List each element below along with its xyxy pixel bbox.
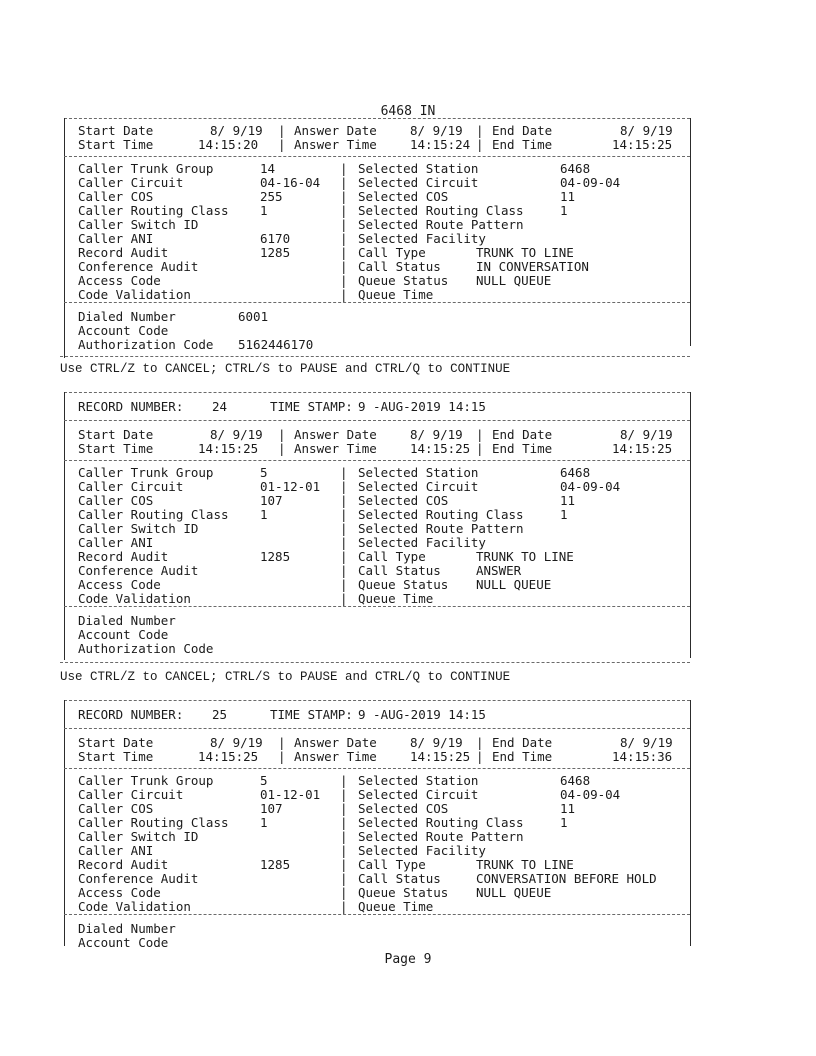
column-separator: | — [340, 189, 348, 204]
start-time-label: Start Time — [78, 749, 154, 764]
record-audit-label: Record Audit — [78, 549, 169, 564]
record-left-border — [64, 392, 65, 660]
caller-cos-label: Caller COS — [78, 801, 154, 816]
record-number-label: RECORD NUMBER: — [78, 707, 184, 722]
answer-time-value: 14:15:25 — [410, 441, 471, 456]
start-date-label: Start Date — [78, 123, 154, 138]
selected-circuit-value: 04-09-04 — [560, 787, 621, 802]
conference-audit-label: Conference Audit — [78, 259, 199, 274]
caller-routing-class-value: 1 — [260, 507, 268, 522]
page-header-title: 6468 IN — [380, 104, 436, 119]
column-separator: | — [340, 829, 348, 844]
control-hint-2: Use CTRL/Z to CANCEL; CTRL/S to PAUSE and CTRL/Q to CONTINUE — [60, 670, 511, 684]
caller-circuit-label: Caller Circuit — [78, 175, 184, 190]
access-code-label: Access Code — [78, 885, 161, 900]
start-date-value: 8/ 9/19 — [210, 123, 263, 138]
column-separator: | — [340, 563, 348, 578]
conference-audit-label: Conference Audit — [78, 871, 199, 886]
answer-date-value: 8/ 9/19 — [410, 427, 463, 442]
selected-routing-class-value: 1 — [560, 815, 568, 830]
caller-cos-label: Caller COS — [78, 493, 154, 508]
caller-trunk-group-label: Caller Trunk Group — [78, 161, 214, 176]
record-right-border — [690, 700, 691, 946]
caller-circuit-label: Caller Circuit — [78, 479, 184, 494]
column-separator: | — [340, 857, 348, 872]
answer-date-label: Answer Date — [294, 427, 377, 442]
caller-circuit-label: Caller Circuit — [78, 787, 184, 802]
end-date-value: 8/ 9/19 — [620, 427, 673, 442]
queue-time-label: Queue Time — [358, 899, 434, 914]
column-separator: | — [340, 259, 348, 274]
selected-circuit-label: Selected Circuit — [358, 479, 479, 494]
selected-facility-label: Selected Facility — [358, 231, 486, 246]
end-date-label: End Date — [492, 427, 553, 442]
column-separator: | — [340, 245, 348, 260]
code-validation-label: Code Validation — [78, 287, 191, 302]
access-code-label: Access Code — [78, 577, 161, 592]
account-code-label: Account Code — [78, 935, 169, 950]
caller-trunk-group-label: Caller Trunk Group — [78, 465, 214, 480]
caller-switch-id-label: Caller Switch ID — [78, 521, 199, 536]
caller-trunk-group-value: 5 — [260, 465, 268, 480]
column-separator: | — [340, 899, 348, 914]
selected-station-label: Selected Station — [358, 465, 479, 480]
caller-ani-label: Caller ANI — [78, 535, 154, 550]
column-separator: | — [278, 123, 286, 138]
column-separator: | — [340, 591, 348, 606]
selected-routing-class-value: 1 — [560, 203, 568, 218]
caller-cos-label: Caller COS — [78, 189, 154, 204]
end-time-value: 14:15:25 — [612, 441, 673, 456]
selected-cos-label: Selected COS — [358, 189, 449, 204]
dashed-rule — [64, 118, 690, 119]
selected-cos-value: 11 — [560, 189, 576, 204]
column-separator: | — [476, 735, 484, 750]
call-type-label: Call Type — [358, 245, 426, 260]
selected-routing-class-label: Selected Routing Class — [358, 507, 524, 522]
caller-switch-id-label: Caller Switch ID — [78, 829, 199, 844]
selected-routing-class-label: Selected Routing Class — [358, 203, 524, 218]
selected-station-value: 6468 — [560, 161, 591, 176]
queue-status-label: Queue Status — [358, 273, 449, 288]
selected-route-pattern-label: Selected Route Pattern — [358, 829, 524, 844]
column-separator: | — [340, 549, 348, 564]
call-status-value: ANSWER — [476, 563, 522, 578]
column-separator: | — [278, 735, 286, 750]
end-date-label: End Date — [492, 123, 553, 138]
queue-status-value: NULL QUEUE — [476, 885, 552, 900]
selected-routing-class-value: 1 — [560, 507, 568, 522]
column-separator: | — [476, 441, 484, 456]
dashed-rule — [60, 662, 690, 663]
record-number-value: 24 — [212, 399, 228, 414]
queue-time-label: Queue Time — [358, 591, 434, 606]
caller-circuit-value: 01-12-01 — [260, 787, 321, 802]
column-separator: | — [278, 441, 286, 456]
record-left-border — [64, 700, 65, 946]
answer-date-value: 8/ 9/19 — [410, 123, 463, 138]
code-validation-label: Code Validation — [78, 591, 191, 606]
record-right-border — [690, 392, 691, 658]
end-time-value: 14:15:25 — [612, 137, 673, 152]
start-time-label: Start Time — [78, 441, 154, 456]
column-separator: | — [340, 521, 348, 536]
end-time-label: End Time — [492, 441, 553, 456]
end-time-value: 14:15:36 — [612, 749, 673, 764]
dashed-rule — [64, 156, 690, 157]
column-separator: | — [340, 535, 348, 550]
caller-switch-id-label: Caller Switch ID — [78, 217, 199, 232]
account-code-label: Account Code — [78, 323, 169, 338]
queue-status-value: NULL QUEUE — [476, 577, 552, 592]
column-separator: | — [340, 507, 348, 522]
call-record-24 — [64, 392, 690, 660]
answer-time-label: Answer Time — [294, 441, 377, 456]
call-type-label: Call Type — [358, 549, 426, 564]
dashed-rule — [64, 768, 690, 769]
access-code-label: Access Code — [78, 273, 161, 288]
answer-date-value: 8/ 9/19 — [410, 735, 463, 750]
account-code-label: Account Code — [78, 627, 169, 642]
call-status-label: Call Status — [358, 259, 441, 274]
call-status-value: IN CONVERSATION — [476, 259, 589, 274]
call-status-label: Call Status — [358, 563, 441, 578]
dashed-rule — [64, 914, 690, 915]
dashed-rule — [64, 606, 690, 607]
call-status-label: Call Status — [358, 871, 441, 886]
start-time-label: Start Time — [78, 137, 154, 152]
column-separator: | — [476, 427, 484, 442]
selected-cos-value: 11 — [560, 493, 576, 508]
queue-status-label: Queue Status — [358, 577, 449, 592]
record-left-border — [64, 118, 65, 358]
column-separator: | — [340, 479, 348, 494]
call-record-25 — [64, 700, 690, 950]
caller-ani-value: 6170 — [260, 231, 291, 246]
authorization-code-label: Authorization Code — [78, 641, 214, 656]
end-date-value: 8/ 9/19 — [620, 735, 673, 750]
caller-circuit-value: 04-16-04 — [260, 175, 321, 190]
control-hint-1: Use CTRL/Z to CANCEL; CTRL/S to PAUSE and CTRL/Q to CONTINUE — [60, 362, 511, 376]
dashed-rule — [64, 700, 690, 701]
selected-facility-label: Selected Facility — [358, 535, 486, 550]
time-stamp-value: 9 -AUG-2019 14:15 — [358, 707, 486, 722]
caller-routing-class-label: Caller Routing Class — [78, 815, 229, 830]
answer-time-label: Answer Time — [294, 137, 377, 152]
column-separator: | — [340, 885, 348, 900]
selected-routing-class-label: Selected Routing Class — [358, 815, 524, 830]
page-number: Page 9 — [384, 952, 432, 967]
record-audit-label: Record Audit — [78, 857, 169, 872]
selected-cos-label: Selected COS — [358, 801, 449, 816]
queue-status-label: Queue Status — [358, 885, 449, 900]
column-separator: | — [340, 231, 348, 246]
answer-date-label: Answer Date — [294, 735, 377, 750]
selected-cos-label: Selected COS — [358, 493, 449, 508]
column-separator: | — [340, 787, 348, 802]
end-time-label: End Time — [492, 137, 553, 152]
column-separator: | — [340, 161, 348, 176]
selected-cos-value: 11 — [560, 801, 576, 816]
caller-trunk-group-value: 14 — [260, 161, 276, 176]
answer-date-label: Answer Date — [294, 123, 377, 138]
call-type-value: TRUNK TO LINE — [476, 549, 574, 564]
caller-routing-class-value: 1 — [260, 815, 268, 830]
caller-ani-label: Caller ANI — [78, 231, 154, 246]
column-separator: | — [340, 577, 348, 592]
column-separator: | — [278, 137, 286, 152]
caller-trunk-group-label: Caller Trunk Group — [78, 773, 214, 788]
caller-routing-class-label: Caller Routing Class — [78, 203, 229, 218]
answer-time-value: 14:15:24 — [410, 137, 471, 152]
caller-cos-value: 255 — [260, 189, 283, 204]
start-date-value: 8/ 9/19 — [210, 427, 263, 442]
call-record-1 — [64, 118, 690, 358]
dashed-rule — [64, 728, 690, 729]
call-status-value: CONVERSATION BEFORE HOLD — [476, 871, 657, 886]
end-time-label: End Time — [492, 749, 553, 764]
authorization-code-label: Authorization Code — [78, 337, 214, 352]
dashed-rule — [64, 420, 690, 421]
record-number-label: RECORD NUMBER: — [78, 399, 184, 414]
record-right-border — [690, 118, 691, 346]
caller-cos-value: 107 — [260, 493, 283, 508]
column-separator: | — [340, 287, 348, 302]
column-separator: | — [340, 843, 348, 858]
record-audit-value: 1285 — [260, 857, 291, 872]
selected-route-pattern-label: Selected Route Pattern — [358, 217, 524, 232]
selected-facility-label: Selected Facility — [358, 843, 486, 858]
dialed-number-label: Dialed Number — [78, 309, 176, 324]
code-validation-label: Code Validation — [78, 899, 191, 914]
start-date-label: Start Date — [78, 735, 154, 750]
caller-circuit-value: 01-12-01 — [260, 479, 321, 494]
queue-status-value: NULL QUEUE — [476, 273, 552, 288]
caller-cos-value: 107 — [260, 801, 283, 816]
column-separator: | — [278, 427, 286, 442]
conference-audit-label: Conference Audit — [78, 563, 199, 578]
record-audit-value: 1285 — [260, 245, 291, 260]
column-separator: | — [340, 217, 348, 232]
selected-station-label: Selected Station — [358, 161, 479, 176]
dashed-rule — [64, 460, 690, 461]
time-stamp-value: 9 -AUG-2019 14:15 — [358, 399, 486, 414]
start-time-value: 14:15:20 — [198, 137, 259, 152]
caller-routing-class-value: 1 — [260, 203, 268, 218]
column-separator: | — [340, 493, 348, 508]
end-date-label: End Date — [492, 735, 553, 750]
start-time-value: 14:15:25 — [198, 441, 259, 456]
authorization-code-value: 5162446170 — [238, 337, 314, 352]
column-separator: | — [476, 749, 484, 764]
selected-circuit-value: 04-09-04 — [560, 479, 621, 494]
call-type-label: Call Type — [358, 857, 426, 872]
caller-ani-label: Caller ANI — [78, 843, 154, 858]
caller-routing-class-label: Caller Routing Class — [78, 507, 229, 522]
dashed-rule — [60, 356, 690, 357]
record-audit-label: Record Audit — [78, 245, 169, 260]
column-separator: | — [340, 773, 348, 788]
column-separator: | — [340, 815, 348, 830]
dashed-rule — [64, 392, 690, 393]
column-separator: | — [340, 465, 348, 480]
start-date-value: 8/ 9/19 — [210, 735, 263, 750]
end-date-value: 8/ 9/19 — [620, 123, 673, 138]
dialed-number-label: Dialed Number — [78, 921, 176, 936]
call-type-value: TRUNK TO LINE — [476, 245, 574, 260]
selected-circuit-label: Selected Circuit — [358, 175, 479, 190]
queue-time-label: Queue Time — [358, 287, 434, 302]
record-audit-value: 1285 — [260, 549, 291, 564]
selected-circuit-value: 04-09-04 — [560, 175, 621, 190]
answer-time-value: 14:15:25 — [410, 749, 471, 764]
time-stamp-label: TIME STAMP: — [270, 707, 353, 722]
selected-station-label: Selected Station — [358, 773, 479, 788]
column-separator: | — [340, 273, 348, 288]
caller-trunk-group-value: 5 — [260, 773, 268, 788]
column-separator: | — [340, 203, 348, 218]
start-date-label: Start Date — [78, 427, 154, 442]
start-time-value: 14:15:25 — [198, 749, 259, 764]
dialed-number-label: Dialed Number — [78, 613, 176, 628]
dialed-number-value: 6001 — [238, 309, 269, 324]
time-stamp-label: TIME STAMP: — [270, 399, 353, 414]
selected-circuit-label: Selected Circuit — [358, 787, 479, 802]
column-separator: | — [278, 749, 286, 764]
answer-time-label: Answer Time — [294, 749, 377, 764]
column-separator: | — [340, 175, 348, 190]
selected-station-value: 6468 — [560, 465, 591, 480]
column-separator: | — [476, 137, 484, 152]
dashed-rule — [64, 302, 690, 303]
column-separator: | — [340, 871, 348, 886]
selected-station-value: 6468 — [560, 773, 591, 788]
column-separator: | — [340, 801, 348, 816]
column-separator: | — [476, 123, 484, 138]
record-number-value: 25 — [212, 707, 228, 722]
call-type-value: TRUNK TO LINE — [476, 857, 574, 872]
selected-route-pattern-label: Selected Route Pattern — [358, 521, 524, 536]
